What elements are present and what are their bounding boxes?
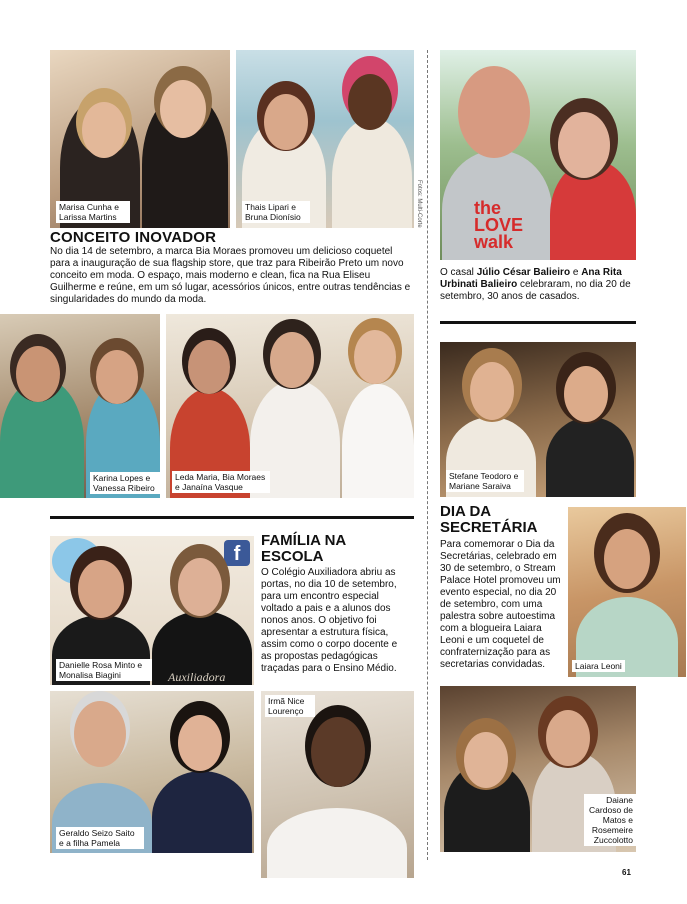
couple-name-2: Ana Rita Urbinati Balieiro: [440, 267, 622, 290]
caption-thais-bruna: Thais Lipari e Bruna Dionísio: [242, 201, 310, 223]
caption-laiara: Laiara Leoni: [572, 660, 625, 672]
familia-body: O Colégio Auxiliadora abriu as portas, no dia 10 de setembro, para um encontro especial voltado a pais e a alunos dos nonos anos. O objetivo foi apresentar a estrutura física, assim como o corpo docente e as propostas pedagógicas traçadas para o Ensino Médio.: [261, 567, 398, 674]
facebook-icon: f: [224, 540, 250, 566]
caption-irma-nice: Irmã Nice Lourenço: [265, 695, 315, 717]
photo-credit: Fotos: Multi-Corte: [416, 180, 422, 228]
shirt-love-walk: the LOVE walk: [474, 198, 524, 252]
photo-karina-vanessa: [0, 314, 160, 498]
couple-name-1: Júlio César Balieiro: [476, 267, 571, 278]
photo-geraldo-pamela: [50, 691, 254, 853]
photo-thais-bruna: [236, 50, 414, 228]
photo-laiara: [568, 507, 686, 677]
section1-title: CONCEITO INOVADOR: [50, 229, 217, 246]
caption-stefane-mariane: Stefane Teodoro e Mariane Saraiva: [446, 470, 524, 492]
caption-geraldo-pamela: Geraldo Seizo Saito e a filha Pamela: [56, 827, 144, 849]
page-number: 61: [622, 868, 631, 877]
column-divider: [427, 50, 428, 860]
shirt-auxiliadora: Auxiliadora: [168, 670, 226, 684]
photo-leda-bia-janaina: [166, 314, 414, 498]
caption-leda-bia-janaina: Leda Maria, Bia Moraes e Janaína Vasque: [172, 471, 270, 493]
caption-marisa-larissa: Marisa Cunha e Larissa Martins: [56, 201, 130, 223]
secretaria-title: DIA DA SECRETÁRIA: [440, 503, 538, 536]
couple-caption: O casal Júlio César Balieiro e Ana Rita Urbinati Balieiro celebraram, no dia 20 de setembro, 30 anos de casados.: [440, 267, 631, 302]
caption-danielle-monalisa: Danielle Rosa Minto e Monalisa Biagini: [56, 659, 152, 681]
caption-daiane-rosemeire: Daiane Cardoso de Matos e Rosemeire Zuccolotto: [584, 794, 636, 846]
secretaria-body: Para comemorar o Dia da Secretárias, celebrado em 30 de setembro, o Stream Palace Hotel promoveu um evento especial, no dia 20 de setembro, com uma palestra sobre autoestima com a blogueira Laiara Leoni e um coquetel de confraternização para as secretarias convidadas.: [440, 539, 561, 670]
photo-stefane-mariane: [440, 342, 636, 497]
photo-daiane-rosemeire: [440, 686, 636, 852]
photo-danielle-monalisa: [50, 536, 254, 685]
section-rule-left: [50, 516, 414, 519]
caption-karina-vanessa: Karina Lopes e Vanessa Ribeiro: [90, 472, 160, 494]
photo-marisa-larissa: [50, 50, 230, 228]
section-rule-right-1: [440, 321, 636, 324]
section1-body: No dia 14 de setembro, a marca Bia Moraes promoveu um delicioso coquetel para a inauguração de sua flagship store, que traz para Ribeirão Preto um novo conceito em moda. O espaço, mais moderno e clean, fica na Rua Eliseu Guilherme e reúne, em um só lugar, acessórios únicos, entre outras tendências e singularidades do mundo da moda.: [50, 246, 411, 305]
familia-title: FAMÍLIA NA ESCOLA: [261, 532, 346, 565]
photo-julio-ana: [440, 50, 636, 260]
photo-irma-nice: [261, 691, 414, 878]
